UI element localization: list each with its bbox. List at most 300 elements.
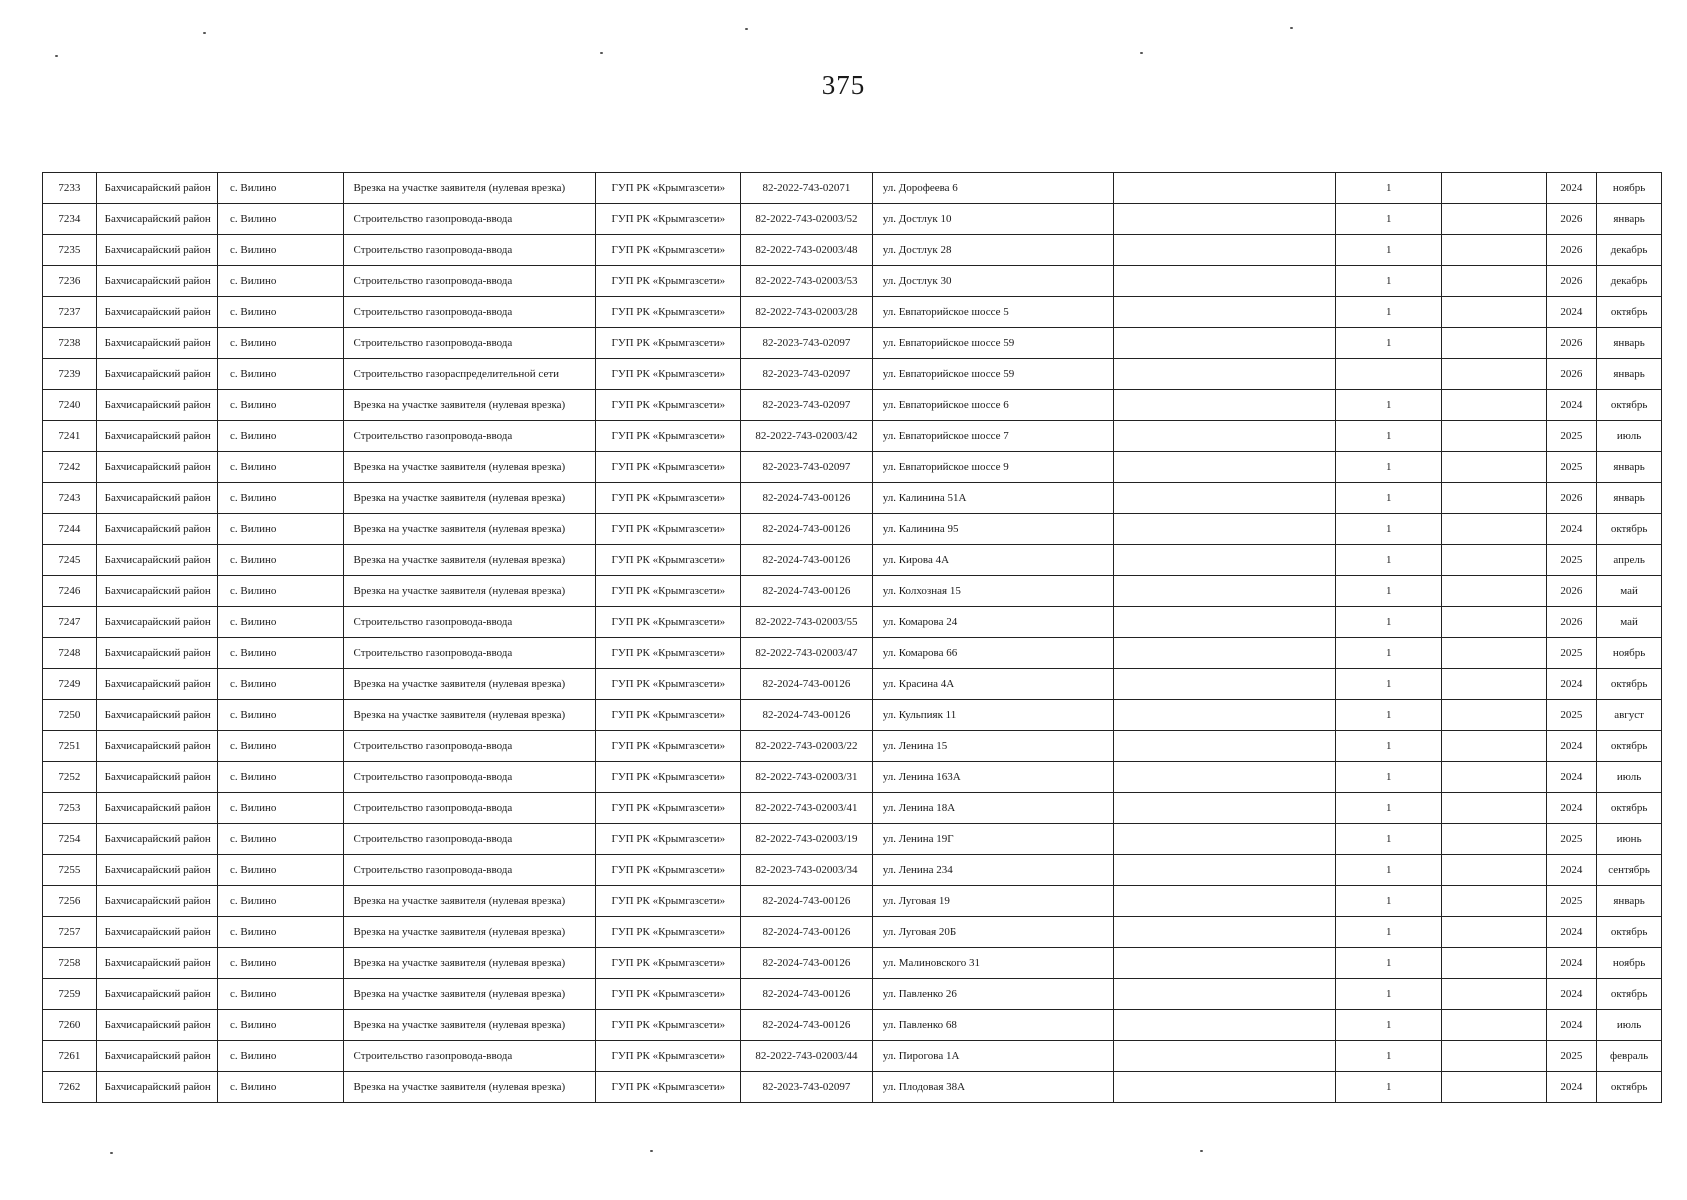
application-code-cell: 82-2022-743-02003/47 <box>741 638 873 669</box>
blank-cell <box>1113 1072 1336 1103</box>
month-cell: октябрь <box>1597 793 1662 824</box>
year-cell: 2025 <box>1546 886 1597 917</box>
year-cell: 2026 <box>1546 607 1597 638</box>
quantity-cell: 1 <box>1336 545 1442 576</box>
district-cell: Бахчисарайский район <box>96 917 217 948</box>
row-number-cell: 7262 <box>43 1072 97 1103</box>
address-cell: ул. Кирова 4А <box>872 545 1113 576</box>
work-type-cell: Строительство газопровода-ввода <box>343 855 596 886</box>
row-number-cell: 7244 <box>43 514 97 545</box>
organization-cell: ГУП РК «Крымгазсети» <box>596 483 741 514</box>
organization-cell: ГУП РК «Крымгазсети» <box>596 824 741 855</box>
address-cell: ул. Достлук 10 <box>872 204 1113 235</box>
organization-cell: ГУП РК «Крымгазсети» <box>596 607 741 638</box>
application-code-cell: 82-2022-743-02003/52 <box>741 204 873 235</box>
application-code-cell: 82-2024-743-00126 <box>741 483 873 514</box>
blank-cell <box>1442 576 1546 607</box>
work-type-cell: Строительство газопровода-ввода <box>343 731 596 762</box>
address-cell: ул. Дорофеева 6 <box>872 173 1113 204</box>
year-cell: 2026 <box>1546 359 1597 390</box>
address-cell: ул. Павленко 26 <box>872 979 1113 1010</box>
application-code-cell: 82-2024-743-00126 <box>741 545 873 576</box>
blank-cell <box>1442 1041 1546 1072</box>
address-cell: ул. Калинина 95 <box>872 514 1113 545</box>
application-code-cell: 82-2024-743-00126 <box>741 979 873 1010</box>
district-cell: Бахчисарайский район <box>96 979 217 1010</box>
address-cell: ул. Малиновского 31 <box>872 948 1113 979</box>
organization-cell: ГУП РК «Крымгазсети» <box>596 917 741 948</box>
work-type-cell: Врезка на участке заявителя (нулевая врезка) <box>343 1072 596 1103</box>
table-row <box>43 297 1662 328</box>
blank-cell <box>1113 917 1336 948</box>
table-row <box>43 793 1662 824</box>
organization-cell: ГУП РК «Крымгазсети» <box>596 1010 741 1041</box>
month-cell: август <box>1597 700 1662 731</box>
quantity-cell: 1 <box>1336 700 1442 731</box>
scan-speck <box>110 1152 113 1154</box>
month-cell: январь <box>1597 886 1662 917</box>
blank-cell <box>1113 235 1336 266</box>
month-cell: октябрь <box>1597 514 1662 545</box>
village-cell: с. Вилино <box>218 886 343 917</box>
table-row <box>43 638 1662 669</box>
work-type-cell: Врезка на участке заявителя (нулевая врезка) <box>343 886 596 917</box>
work-type-cell: Строительство газопровода-ввода <box>343 607 596 638</box>
year-cell: 2026 <box>1546 328 1597 359</box>
application-code-cell: 82-2022-743-02003/48 <box>741 235 873 266</box>
year-cell: 2024 <box>1546 390 1597 421</box>
row-number-cell: 7238 <box>43 328 97 359</box>
blank-cell <box>1113 452 1336 483</box>
organization-cell: ГУП РК «Крымгазсети» <box>596 886 741 917</box>
work-type-cell: Строительство газопровода-ввода <box>343 266 596 297</box>
work-type-cell: Строительство газопровода-ввода <box>343 824 596 855</box>
blank-cell <box>1113 483 1336 514</box>
application-code-cell: 82-2024-743-00126 <box>741 576 873 607</box>
scan-speck <box>1200 1150 1203 1152</box>
blank-cell <box>1113 359 1336 390</box>
address-cell: ул. Ленина 163А <box>872 762 1113 793</box>
address-cell: ул. Комарова 24 <box>872 607 1113 638</box>
page-number: 375 <box>821 70 866 100</box>
application-code-cell: 82-2024-743-00126 <box>741 886 873 917</box>
year-cell: 2024 <box>1546 731 1597 762</box>
work-type-cell: Строительство газопровода-ввода <box>343 328 596 359</box>
application-code-cell: 82-2024-743-00126 <box>741 700 873 731</box>
organization-cell: ГУП РК «Крымгазсети» <box>596 328 741 359</box>
village-cell: с. Вилино <box>218 979 343 1010</box>
organization-cell: ГУП РК «Крымгазсети» <box>596 235 741 266</box>
quantity-cell: 1 <box>1336 328 1442 359</box>
application-code-cell: 82-2022-743-02003/28 <box>741 297 873 328</box>
blank-cell <box>1113 855 1336 886</box>
village-cell: с. Вилино <box>218 266 343 297</box>
blank-cell <box>1113 948 1336 979</box>
organization-cell: ГУП РК «Крымгазсети» <box>596 979 741 1010</box>
district-cell: Бахчисарайский район <box>96 297 217 328</box>
table-row <box>43 979 1662 1010</box>
application-code-cell: 82-2024-743-00126 <box>741 1010 873 1041</box>
quantity-cell: 1 <box>1336 762 1442 793</box>
table-row <box>43 359 1662 390</box>
village-cell: с. Вилино <box>218 576 343 607</box>
work-type-cell: Врезка на участке заявителя (нулевая врезка) <box>343 514 596 545</box>
blank-cell <box>1442 1072 1546 1103</box>
organization-cell: ГУП РК «Крымгазсети» <box>596 390 741 421</box>
district-cell: Бахчисарайский район <box>96 824 217 855</box>
table-row <box>43 390 1662 421</box>
quantity-cell: 1 <box>1336 514 1442 545</box>
work-type-cell: Строительство газопровода-ввода <box>343 235 596 266</box>
address-cell: ул. Достлук 28 <box>872 235 1113 266</box>
year-cell: 2024 <box>1546 669 1597 700</box>
address-cell: ул. Евпаторийское шоссе 9 <box>872 452 1113 483</box>
row-number-cell: 7251 <box>43 731 97 762</box>
month-cell: январь <box>1597 359 1662 390</box>
blank-cell <box>1113 328 1336 359</box>
village-cell: с. Вилино <box>218 1072 343 1103</box>
quantity-cell: 1 <box>1336 886 1442 917</box>
table-row <box>43 235 1662 266</box>
month-cell: июль <box>1597 762 1662 793</box>
row-number-cell: 7242 <box>43 452 97 483</box>
row-number-cell: 7258 <box>43 948 97 979</box>
blank-cell <box>1442 700 1546 731</box>
row-number-cell: 7248 <box>43 638 97 669</box>
work-type-cell: Врезка на участке заявителя (нулевая врезка) <box>343 1010 596 1041</box>
table-row <box>43 452 1662 483</box>
village-cell: с. Вилино <box>218 669 343 700</box>
blank-cell <box>1113 762 1336 793</box>
year-cell: 2026 <box>1546 576 1597 607</box>
district-cell: Бахчисарайский район <box>96 1072 217 1103</box>
month-cell: октябрь <box>1597 731 1662 762</box>
blank-cell <box>1442 266 1546 297</box>
row-number-cell: 7240 <box>43 390 97 421</box>
application-code-cell: 82-2022-743-02071 <box>741 173 873 204</box>
blank-cell <box>1442 669 1546 700</box>
blank-cell <box>1113 266 1336 297</box>
scan-speck <box>1140 52 1143 54</box>
quantity-cell: 1 <box>1336 1072 1442 1103</box>
blank-cell <box>1442 607 1546 638</box>
village-cell: с. Вилино <box>218 390 343 421</box>
year-cell: 2025 <box>1546 1041 1597 1072</box>
quantity-cell: 1 <box>1336 421 1442 452</box>
year-cell: 2024 <box>1546 793 1597 824</box>
year-cell: 2024 <box>1546 948 1597 979</box>
address-cell: ул. Евпаторийское шоссе 7 <box>872 421 1113 452</box>
village-cell: с. Вилино <box>218 421 343 452</box>
table-row <box>43 204 1662 235</box>
month-cell: октябрь <box>1597 1072 1662 1103</box>
row-number-cell: 7249 <box>43 669 97 700</box>
organization-cell: ГУП РК «Крымгазсети» <box>596 948 741 979</box>
address-cell: ул. Луговая 19 <box>872 886 1113 917</box>
address-cell: ул. Ленина 15 <box>872 731 1113 762</box>
organization-cell: ГУП РК «Крымгазсети» <box>596 855 741 886</box>
village-cell: с. Вилино <box>218 638 343 669</box>
work-type-cell: Врезка на участке заявителя (нулевая врезка) <box>343 390 596 421</box>
blank-cell <box>1113 824 1336 855</box>
row-number-cell: 7243 <box>43 483 97 514</box>
district-cell: Бахчисарайский район <box>96 855 217 886</box>
address-cell: ул. Пирогова 1А <box>872 1041 1113 1072</box>
address-cell: ул. Ленина 234 <box>872 855 1113 886</box>
district-cell: Бахчисарайский район <box>96 266 217 297</box>
district-cell: Бахчисарайский район <box>96 1041 217 1072</box>
blank-cell <box>1442 886 1546 917</box>
month-cell: ноябрь <box>1597 948 1662 979</box>
quantity-cell: 1 <box>1336 638 1442 669</box>
month-cell: декабрь <box>1597 266 1662 297</box>
blank-cell <box>1442 762 1546 793</box>
quantity-cell: 1 <box>1336 1010 1442 1041</box>
year-cell: 2025 <box>1546 824 1597 855</box>
village-cell: с. Вилино <box>218 452 343 483</box>
quantity-cell: 1 <box>1336 948 1442 979</box>
quantity-cell: 1 <box>1336 173 1442 204</box>
address-cell: ул. Калинина 51А <box>872 483 1113 514</box>
month-cell: февраль <box>1597 1041 1662 1072</box>
blank-cell <box>1113 700 1336 731</box>
district-cell: Бахчисарайский район <box>96 607 217 638</box>
work-type-cell: Врезка на участке заявителя (нулевая врезка) <box>343 545 596 576</box>
row-number-cell: 7252 <box>43 762 97 793</box>
district-cell: Бахчисарайский район <box>96 452 217 483</box>
table-row <box>43 328 1662 359</box>
district-cell: Бахчисарайский район <box>96 1010 217 1041</box>
address-cell: ул. Евпаторийское шоссе 59 <box>872 328 1113 359</box>
year-cell: 2024 <box>1546 1072 1597 1103</box>
organization-cell: ГУП РК «Крымгазсети» <box>596 793 741 824</box>
blank-cell <box>1113 514 1336 545</box>
organization-cell: ГУП РК «Крымгазсети» <box>596 638 741 669</box>
row-number-cell: 7255 <box>43 855 97 886</box>
district-cell: Бахчисарайский район <box>96 235 217 266</box>
district-cell: Бахчисарайский район <box>96 886 217 917</box>
year-cell: 2026 <box>1546 483 1597 514</box>
row-number-cell: 7236 <box>43 266 97 297</box>
application-code-cell: 82-2022-743-02003/53 <box>741 266 873 297</box>
district-cell: Бахчисарайский район <box>96 421 217 452</box>
blank-cell <box>1442 483 1546 514</box>
application-code-cell: 82-2023-743-02097 <box>741 328 873 359</box>
quantity-cell: 1 <box>1336 297 1442 328</box>
table-row <box>43 762 1662 793</box>
table-row <box>43 1072 1662 1103</box>
organization-cell: ГУП РК «Крымгазсети» <box>596 669 741 700</box>
scan-speck <box>745 28 748 30</box>
organization-cell: ГУП РК «Крымгазсети» <box>596 762 741 793</box>
village-cell: с. Вилино <box>218 173 343 204</box>
village-cell: с. Вилино <box>218 917 343 948</box>
organization-cell: ГУП РК «Крымгазсети» <box>596 545 741 576</box>
application-code-cell: 82-2022-743-02003/31 <box>741 762 873 793</box>
row-number-cell: 7239 <box>43 359 97 390</box>
blank-cell <box>1113 576 1336 607</box>
village-cell: с. Вилино <box>218 297 343 328</box>
application-code-cell: 82-2024-743-00126 <box>741 948 873 979</box>
address-cell: ул. Евпаторийское шоссе 59 <box>872 359 1113 390</box>
work-type-cell: Врезка на участке заявителя (нулевая врезка) <box>343 576 596 607</box>
blank-cell <box>1113 204 1336 235</box>
organization-cell: ГУП РК «Крымгазсети» <box>596 1041 741 1072</box>
row-number-cell: 7234 <box>43 204 97 235</box>
month-cell: октябрь <box>1597 390 1662 421</box>
district-cell: Бахчисарайский район <box>96 390 217 421</box>
month-cell: январь <box>1597 328 1662 359</box>
row-number-cell: 7237 <box>43 297 97 328</box>
table-row <box>43 917 1662 948</box>
quantity-cell: 1 <box>1336 390 1442 421</box>
application-code-cell: 82-2022-743-02003/22 <box>741 731 873 762</box>
village-cell: с. Вилино <box>218 514 343 545</box>
address-cell: ул. Комарова 66 <box>872 638 1113 669</box>
blank-cell <box>1442 855 1546 886</box>
blank-cell <box>1442 235 1546 266</box>
village-cell: с. Вилино <box>218 700 343 731</box>
blank-cell <box>1442 173 1546 204</box>
application-code-cell: 82-2023-743-02003/34 <box>741 855 873 886</box>
month-cell: сентябрь <box>1597 855 1662 886</box>
organization-cell: ГУП РК «Крымгазсети» <box>596 452 741 483</box>
district-cell: Бахчисарайский район <box>96 731 217 762</box>
organization-cell: ГУП РК «Крымгазсети» <box>596 173 741 204</box>
table-row <box>43 421 1662 452</box>
organization-cell: ГУП РК «Крымгазсети» <box>596 514 741 545</box>
row-number-cell: 7261 <box>43 1041 97 1072</box>
district-cell: Бахчисарайский район <box>96 204 217 235</box>
district-cell: Бахчисарайский район <box>96 576 217 607</box>
scan-speck <box>1290 27 1293 29</box>
year-cell: 2025 <box>1546 452 1597 483</box>
blank-cell <box>1442 1010 1546 1041</box>
work-type-cell: Строительство газопровода-ввода <box>343 204 596 235</box>
address-cell: ул. Красина 4А <box>872 669 1113 700</box>
quantity-cell: 1 <box>1336 824 1442 855</box>
table-row <box>43 855 1662 886</box>
table-row <box>43 824 1662 855</box>
blank-cell <box>1442 359 1546 390</box>
district-cell: Бахчисарайский район <box>96 638 217 669</box>
quantity-cell: 1 <box>1336 235 1442 266</box>
district-cell: Бахчисарайский район <box>96 762 217 793</box>
blank-cell <box>1442 917 1546 948</box>
table-row <box>43 266 1662 297</box>
work-type-cell: Врезка на участке заявителя (нулевая врезка) <box>343 700 596 731</box>
year-cell: 2025 <box>1546 700 1597 731</box>
application-code-cell: 82-2022-743-02003/55 <box>741 607 873 638</box>
table-row <box>43 886 1662 917</box>
quantity-cell: 1 <box>1336 731 1442 762</box>
year-cell: 2024 <box>1546 762 1597 793</box>
month-cell: ноябрь <box>1597 173 1662 204</box>
blank-cell <box>1442 328 1546 359</box>
blank-cell <box>1113 979 1336 1010</box>
month-cell: январь <box>1597 452 1662 483</box>
application-code-cell: 82-2022-743-02003/42 <box>741 421 873 452</box>
application-code-cell: 82-2022-743-02003/19 <box>741 824 873 855</box>
address-cell: ул. Плодовая 38А <box>872 1072 1113 1103</box>
village-cell: с. Вилино <box>218 483 343 514</box>
month-cell: май <box>1597 576 1662 607</box>
table-row <box>43 669 1662 700</box>
blank-cell <box>1113 173 1336 204</box>
blank-cell <box>1113 669 1336 700</box>
table-row <box>43 948 1662 979</box>
village-cell: с. Вилино <box>218 824 343 855</box>
row-number-cell: 7246 <box>43 576 97 607</box>
row-number-cell: 7247 <box>43 607 97 638</box>
table-row <box>43 514 1662 545</box>
application-code-cell: 82-2024-743-00126 <box>741 669 873 700</box>
scan-speck <box>650 1150 653 1152</box>
district-cell: Бахчисарайский район <box>96 328 217 359</box>
blank-cell <box>1442 979 1546 1010</box>
year-cell: 2024 <box>1546 917 1597 948</box>
district-cell: Бахчисарайский район <box>96 173 217 204</box>
row-number-cell: 7260 <box>43 1010 97 1041</box>
application-code-cell: 82-2024-743-00126 <box>741 917 873 948</box>
address-cell: ул. Евпаторийское шоссе 5 <box>872 297 1113 328</box>
work-type-cell: Строительство газопровода-ввода <box>343 421 596 452</box>
blank-cell <box>1113 390 1336 421</box>
blank-cell <box>1113 1010 1336 1041</box>
work-type-cell: Врезка на участке заявителя (нулевая врезка) <box>343 452 596 483</box>
organization-cell: ГУП РК «Крымгазсети» <box>596 359 741 390</box>
organization-cell: ГУП РК «Крымгазсети» <box>596 700 741 731</box>
year-cell: 2024 <box>1546 1010 1597 1041</box>
district-cell: Бахчисарайский район <box>96 793 217 824</box>
year-cell: 2024 <box>1546 173 1597 204</box>
row-number-cell: 7254 <box>43 824 97 855</box>
year-cell: 2025 <box>1546 638 1597 669</box>
row-number-cell: 7253 <box>43 793 97 824</box>
blank-cell <box>1442 390 1546 421</box>
table-row <box>43 1041 1662 1072</box>
blank-cell <box>1442 638 1546 669</box>
blank-cell <box>1442 204 1546 235</box>
blank-cell <box>1113 886 1336 917</box>
month-cell: январь <box>1597 483 1662 514</box>
work-type-cell: Строительство газопровода-ввода <box>343 638 596 669</box>
row-number-cell: 7259 <box>43 979 97 1010</box>
organization-cell: ГУП РК «Крымгазсети» <box>596 297 741 328</box>
scan-speck <box>203 32 206 34</box>
address-cell: ул. Луговая 20Б <box>872 917 1113 948</box>
quantity-cell: 1 <box>1336 266 1442 297</box>
blank-cell <box>1113 731 1336 762</box>
village-cell: с. Вилино <box>218 1010 343 1041</box>
blank-cell <box>1442 297 1546 328</box>
work-type-cell: Врезка на участке заявителя (нулевая врезка) <box>343 483 596 514</box>
scan-speck <box>600 52 603 54</box>
work-type-cell: Врезка на участке заявителя (нулевая врезка) <box>343 669 596 700</box>
village-cell: с. Вилино <box>218 545 343 576</box>
application-code-cell: 82-2022-743-02003/44 <box>741 1041 873 1072</box>
district-cell: Бахчисарайский район <box>96 545 217 576</box>
quantity-cell: 1 <box>1336 793 1442 824</box>
month-cell: январь <box>1597 204 1662 235</box>
work-type-cell: Врезка на участке заявителя (нулевая врезка) <box>343 173 596 204</box>
district-cell: Бахчисарайский район <box>96 514 217 545</box>
village-cell: с. Вилино <box>218 359 343 390</box>
row-number-cell: 7256 <box>43 886 97 917</box>
work-type-cell: Строительство газопровода-ввода <box>343 762 596 793</box>
blank-cell <box>1442 514 1546 545</box>
application-code-cell: 82-2023-743-02097 <box>741 359 873 390</box>
